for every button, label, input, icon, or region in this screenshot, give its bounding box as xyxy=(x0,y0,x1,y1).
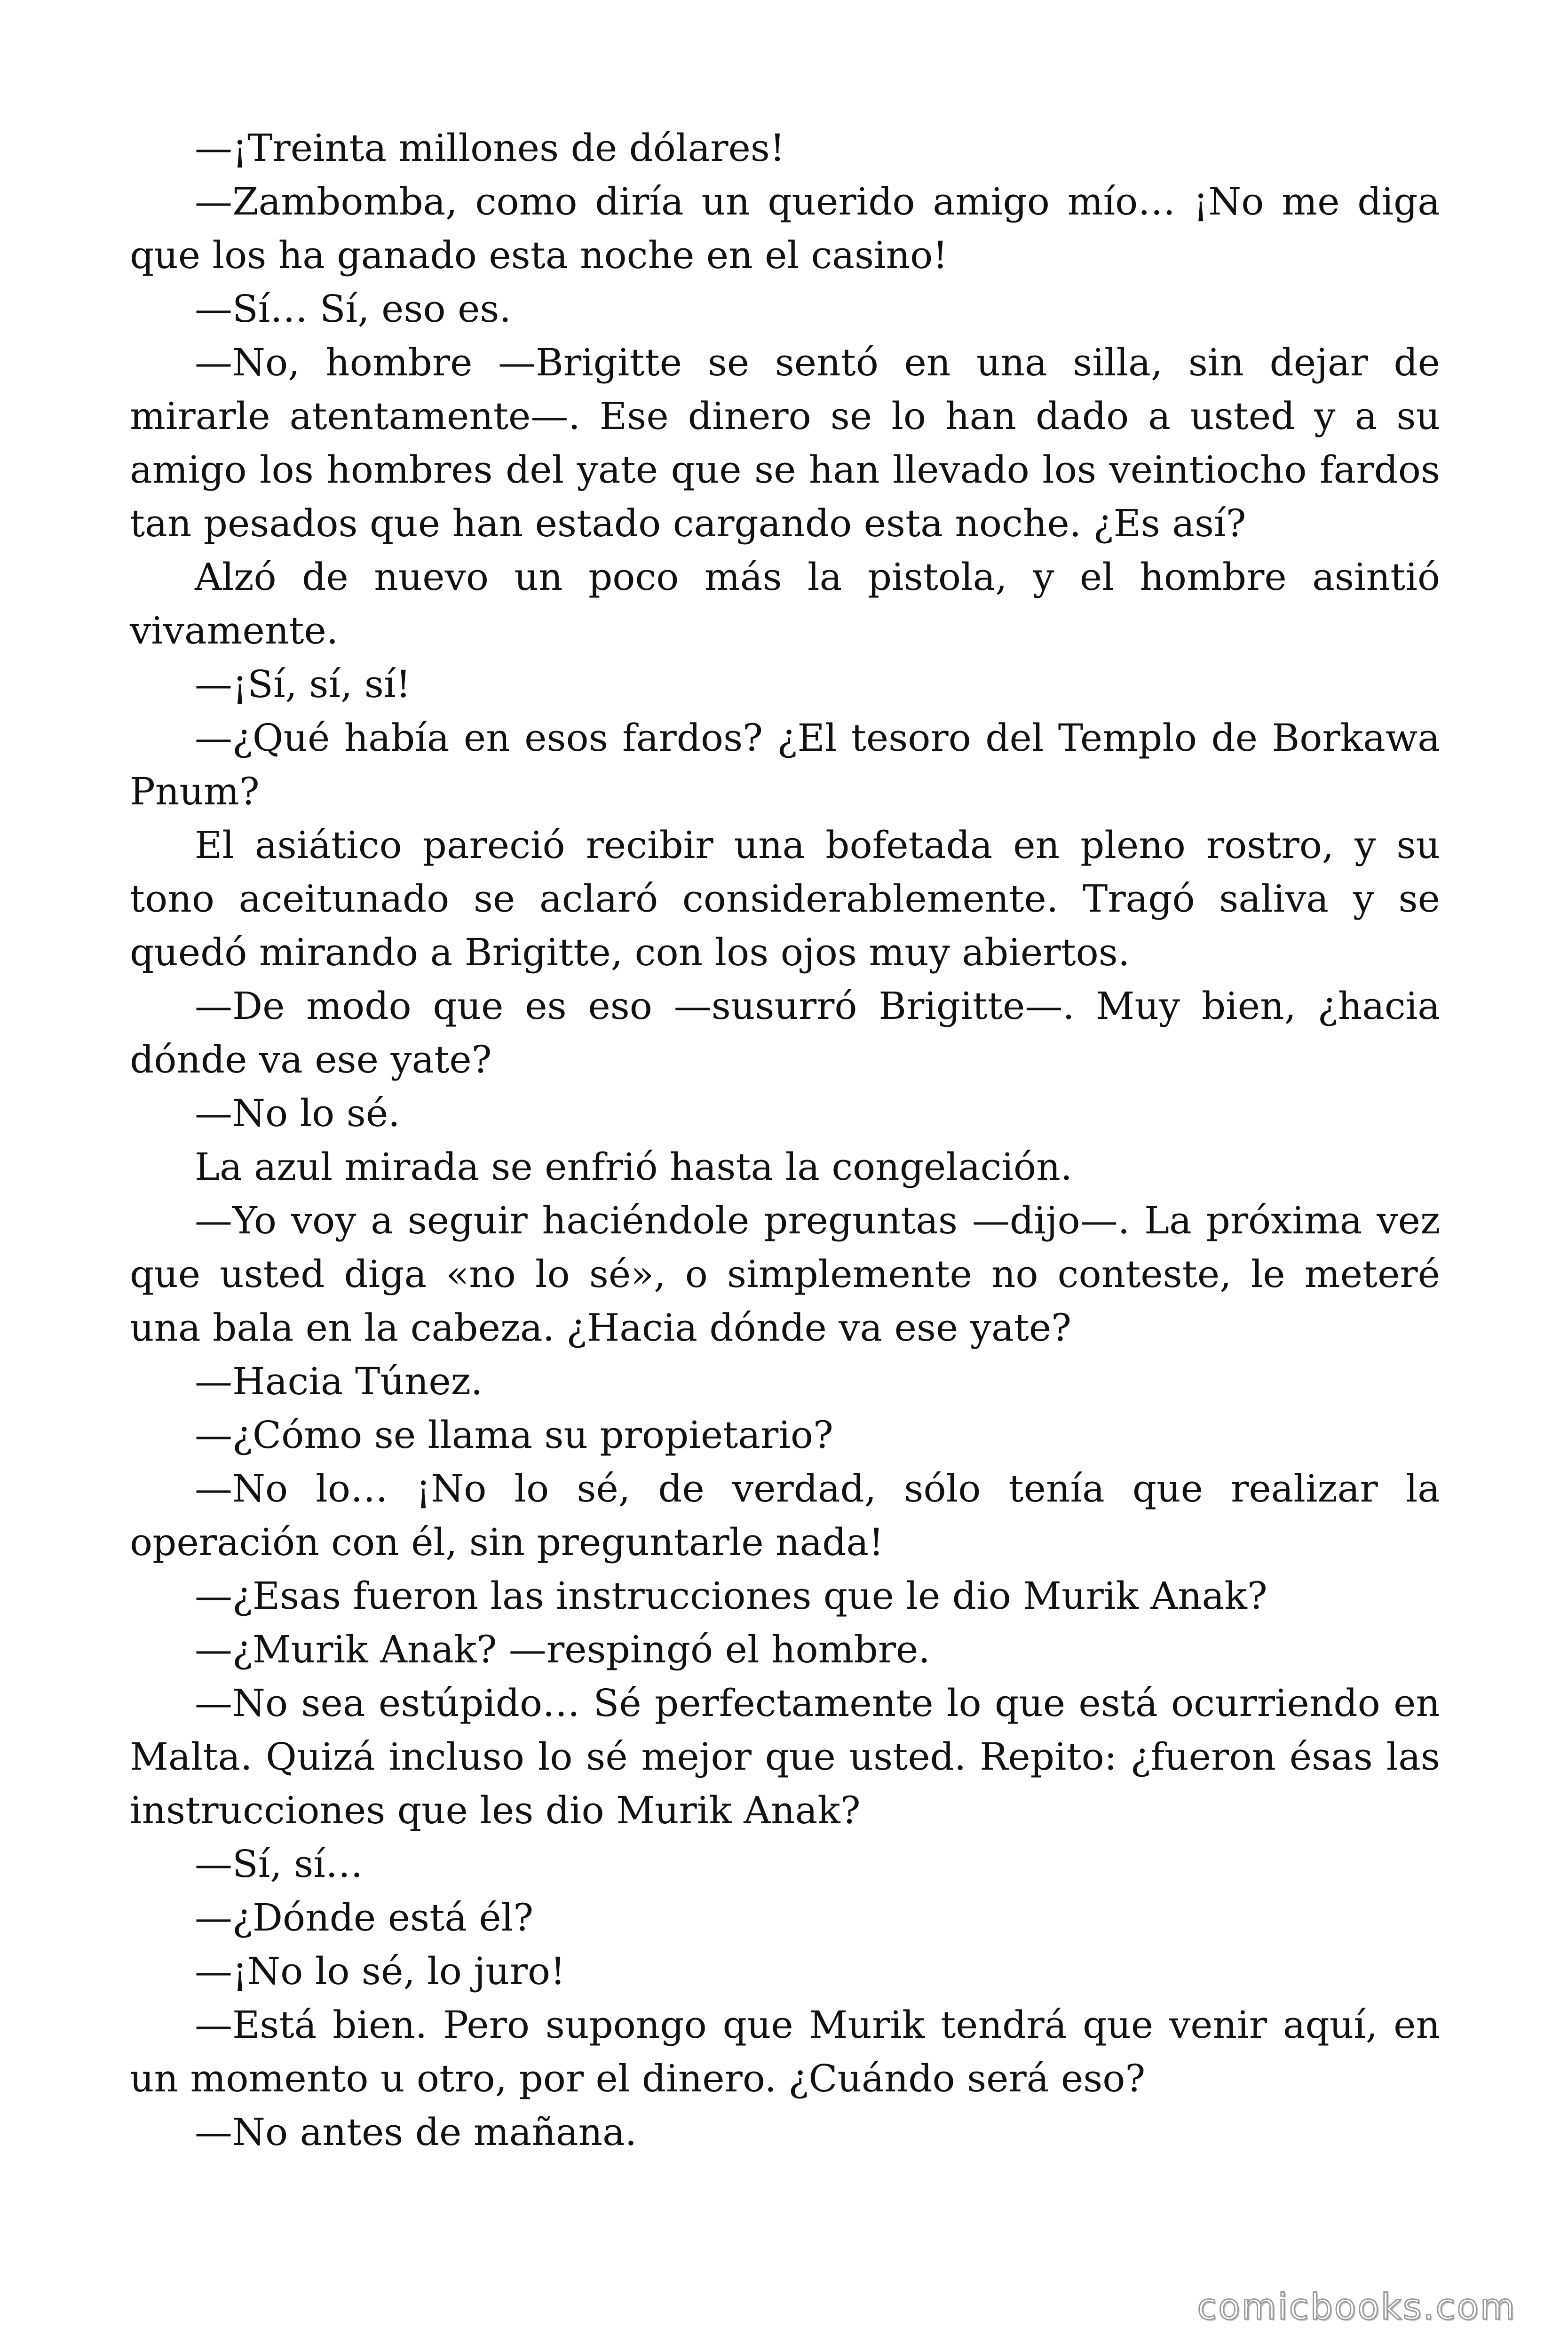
paragraph: —No lo sé. xyxy=(195,1091,400,1135)
paragraph: —Hacia Túnez. xyxy=(195,1359,483,1403)
paragraph: —¿Cómo se llama su propietario? xyxy=(195,1413,833,1457)
paragraph: —Sí, sí… xyxy=(195,1842,363,1886)
paragraph: —¡Treinta millones de dólares! xyxy=(195,126,785,170)
paragraph: El asiático pareció recibir una bofetada en pleno rostro, y su tono aceitunado se aclaró considerablemente. Tragó saliva y se quedó mirando a Brigitte, con los ojos muy abiertos. xyxy=(130,823,1440,974)
paragraph: —Yo voy a seguir haciéndole preguntas —dijo—. La próxima vez que usted diga «no lo sé», o simplemente no conteste, le meteré una bala en la cabeza. ¿Hacia dónde va ese yate? xyxy=(130,1199,1440,1350)
paragraph: —No, hombre —Brigitte se sentó en una silla, sin dejar de mirarle atentamente—. Ese dinero se lo han dado a usted y a su amigo los hombres del yate que se han llevado los veintiocho fardos tan pesados que han estado cargando esta noche. ¿Es así? xyxy=(130,341,1440,545)
paragraph: Alzó de nuevo un poco más la pistola, y el hombre asintió vivamente. xyxy=(130,555,1440,652)
paragraph: —¿Esas fueron las instrucciones que le dio Murik Anak? xyxy=(195,1574,1267,1618)
paragraph: —Zambomba, como diría un querido amigo mío… ¡No me diga que los ha ganado esta noche en el casino! xyxy=(130,180,1440,277)
watermark: comicbooks.com xyxy=(1197,2286,1516,2328)
paragraph: —¡Sí, sí, sí! xyxy=(195,662,411,706)
paragraph: —No lo… ¡No lo sé, de verdad, sólo tenía que realizar la operación con él, sin preguntarle nada! xyxy=(130,1467,1440,1564)
paragraph: —De modo que es eso —susurró Brigitte—. Muy bien, ¿hacia dónde va ese yate? xyxy=(130,984,1440,1081)
paragraph: —Está bien. Pero supongo que Murik tendrá que venir aquí, en un momento u otro, por el dinero. ¿Cuándo será eso? xyxy=(130,2003,1440,2100)
paragraph: —Sí… Sí, eso es. xyxy=(195,287,511,331)
paragraph: —¡No lo sé, lo juro! xyxy=(195,1949,566,1993)
paragraph: —¿Dónde está él? xyxy=(195,1896,534,1939)
paragraph: La azul mirada se enfrió hasta la congelación. xyxy=(195,1145,1073,1189)
paragraph: —¿Qué había en esos fardos? ¿El tesoro del Templo de Borkawa Pnum? xyxy=(130,716,1440,813)
paragraph: —No antes de mañana. xyxy=(195,2110,637,2154)
paragraph: —¿Murik Anak? —respingó el hombre. xyxy=(195,1628,930,1671)
paragraph: —No sea estúpido… Sé perfectamente lo que está ocurriendo en Malta. Quizá incluso lo sé mejor que usted. Repito: ¿fueron ésas las instrucciones que les dio Murik Anak? xyxy=(130,1681,1440,1832)
page-body-text xyxy=(130,121,1440,2159)
